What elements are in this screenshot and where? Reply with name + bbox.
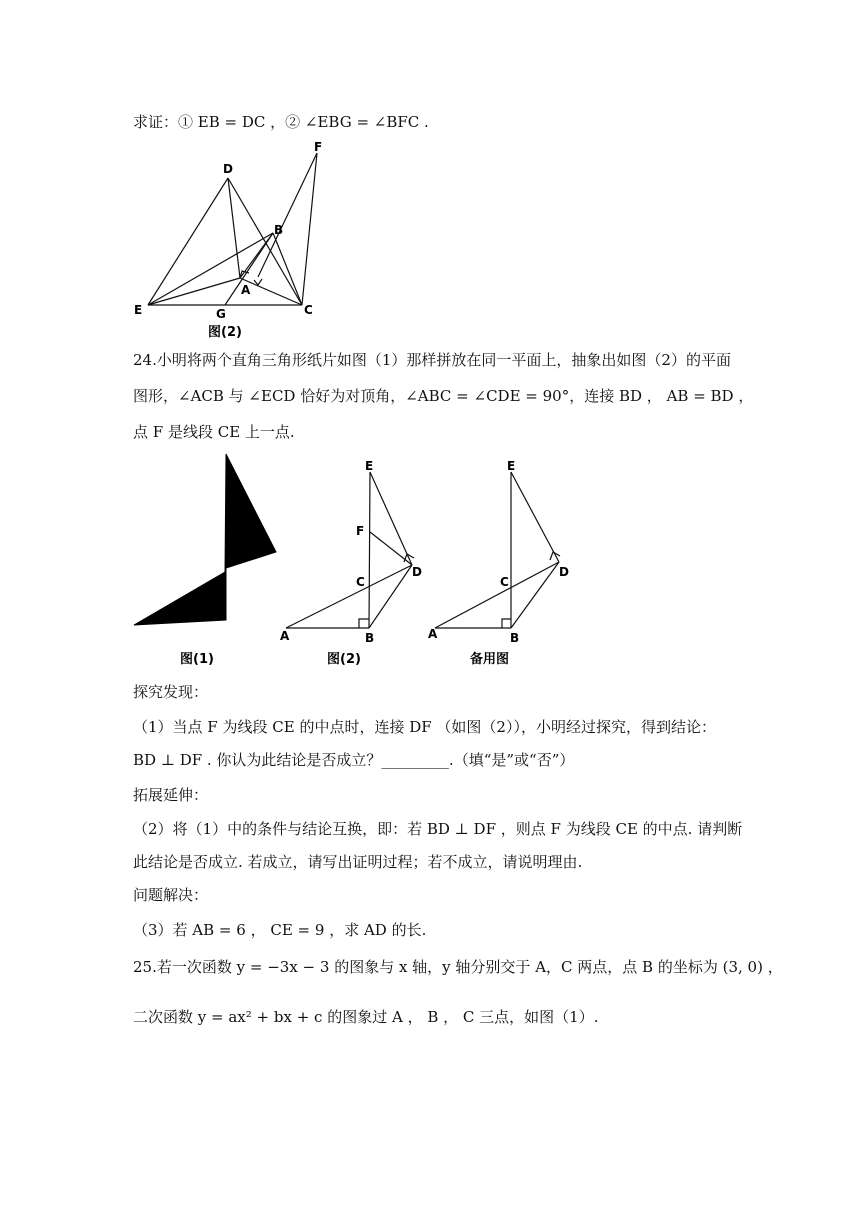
fig2-label-E: E — [365, 459, 374, 473]
fig2-label-B: B — [365, 631, 375, 645]
figure-backup-caption: 备用图 — [470, 652, 510, 667]
part2-line-2: 此结论是否成立. 若成立，请写出证明过程；若不成立，请说明理由. — [133, 853, 583, 871]
figure-2 — [280, 450, 440, 670]
part1-line-1: （1）当点 F 为线段 CE 的中点时，连接 DF （如图（2）），小明经过探究，得到结论： — [133, 718, 716, 736]
part1-line-2: BD ⊥ DF . 你认为此结论是否成立？_________.（填“是”或“否”） — [133, 751, 575, 769]
label-E: E — [134, 303, 143, 317]
proof-line: 求证：① EB = DC ，② ∠EBG = ∠BFC . — [133, 113, 429, 131]
figure-backup — [425, 450, 585, 670]
fig2-label-C: C — [356, 575, 365, 589]
solve-heading: 问题解决： — [133, 886, 209, 904]
label-G: G — [216, 307, 226, 321]
label-D: D — [223, 162, 233, 176]
label-A: A — [241, 283, 251, 297]
q25-line-1: 25.若一次函数 y = −3x − 3 的图象与 x 轴，y 轴分别交于 A，C 两点，点 B 的坐标为 (3, 0) ， — [133, 958, 783, 976]
fig3-label-D: D — [559, 565, 569, 579]
fig3-label-B: B — [510, 631, 520, 645]
fig2-label-A: A — [280, 629, 290, 643]
label-B: B — [274, 223, 284, 237]
extend-heading: 拓展延伸： — [133, 786, 209, 804]
figure-1 — [130, 450, 290, 670]
explore-heading: 探究发现： — [133, 683, 209, 701]
fig2-label-F: F — [356, 524, 365, 538]
part2-line-1: （2）将（1）中的条件与结论互换，即：若 BD ⊥ DF ，则点 F 为线段 CE 的中点. 请判断 — [133, 820, 743, 838]
q24-line-3: 点 F 是线段 CE 上一点. — [133, 423, 295, 441]
q24-line-1: 24.小明将两个直角三角形纸片如图（1）那样拼放在同一平面上，抽象出如图（2）的平面 — [133, 351, 731, 369]
q25-line-2: 二次函数 y = ax² + bx + c 的图象过 A ， B ， C 三点，如图（1）. — [133, 1008, 599, 1026]
fig3-label-A: A — [428, 627, 438, 641]
part3-line: （3）若 AB = 6 ， CE = 9 ，求 AD 的长. — [133, 921, 427, 939]
figure-top-caption: 图(2) — [208, 325, 242, 340]
label-C: C — [304, 303, 313, 317]
fig3-label-E: E — [507, 459, 516, 473]
figure-1-caption: 图(1) — [180, 652, 214, 667]
q24-line-2: 图形，∠ACB 与 ∠ECD 恰好为对顶角，∠ABC = ∠CDE = 90°，连接 BD ， AB = BD ， — [133, 387, 754, 405]
figure-top — [130, 140, 330, 340]
figure-2-caption: 图(2) — [327, 652, 361, 667]
fig3-label-C: C — [500, 575, 509, 589]
fig2-label-D: D — [412, 565, 422, 579]
label-F: F — [314, 140, 323, 154]
